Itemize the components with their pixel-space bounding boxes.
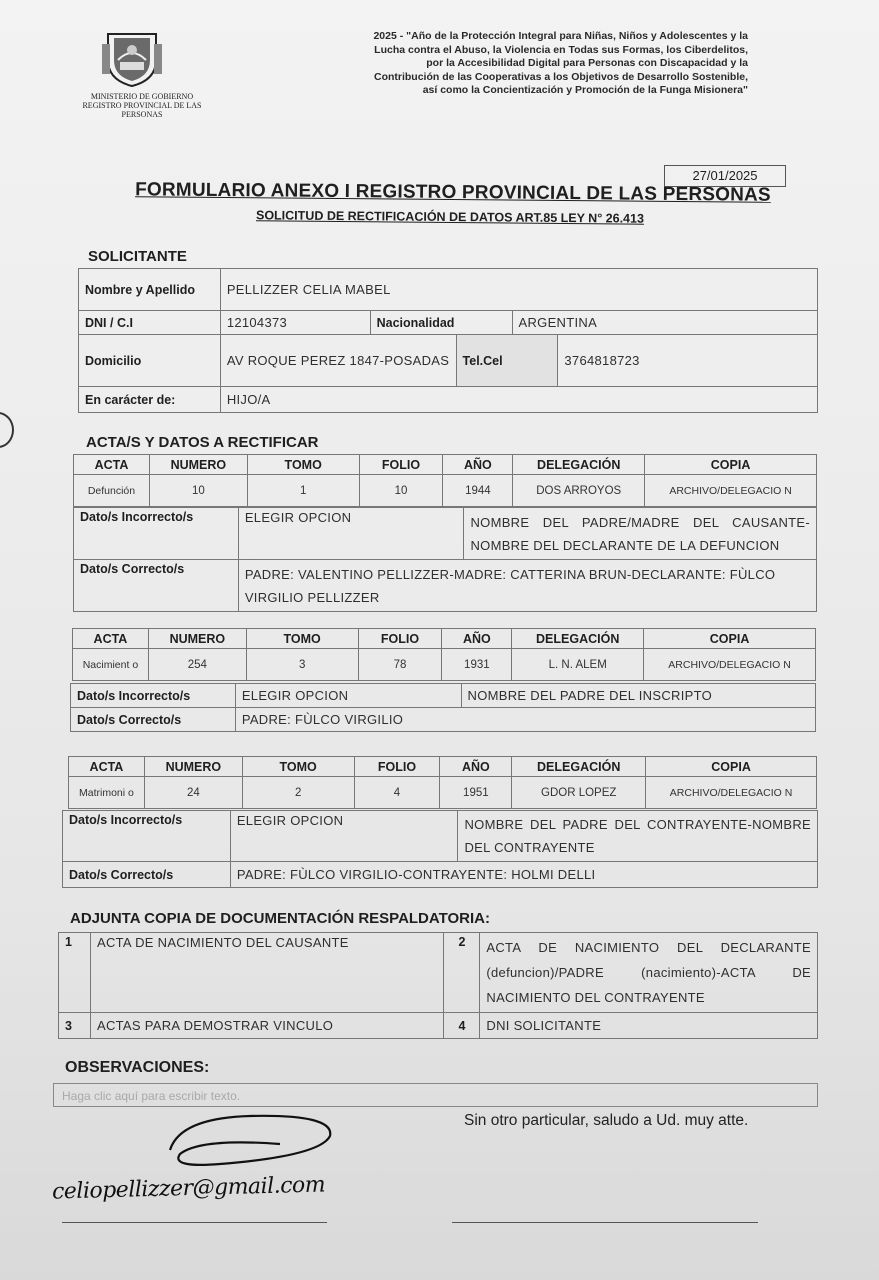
observaciones-input[interactable]: Haga clic aquí para escribir texto. <box>53 1083 818 1107</box>
incorrect-label: Dato/s Incorrecto/s <box>74 508 239 560</box>
name-label: Nombre y Apellido <box>79 269 221 311</box>
col-copia: COPIA <box>644 629 816 649</box>
elegir-opcion-select[interactable]: ELEGIR OPCION <box>235 684 461 708</box>
col-delegacion: DELEGACIÓN <box>512 629 644 649</box>
col-tomo: TOMO <box>246 629 358 649</box>
acta-delegacion[interactable]: GDOR LOPEZ <box>512 777 646 809</box>
acta-type[interactable]: Nacimient o <box>73 649 149 681</box>
col-anio: AÑO <box>440 757 512 777</box>
col-tomo: TOMO <box>247 455 359 475</box>
domicilio-label: Domicilio <box>79 335 221 387</box>
adjunta-num: 2 <box>444 933 480 1013</box>
correct-value[interactable]: PADRE: FÙLCO VIRGILIO-CONTRAYENTE: HOLMI DELLI <box>230 862 817 888</box>
acta-datos-nacimiento <box>70 683 816 732</box>
acta-table-matrimonio <box>68 756 817 809</box>
col-delegacion: DELEGACIÓN <box>512 757 646 777</box>
incorrect-label: Dato/s Incorrecto/s <box>71 684 236 708</box>
acta-copia[interactable]: ARCHIVO/DELEGACIO N <box>644 649 816 681</box>
dni-field[interactable]: 12104373 <box>220 311 370 335</box>
nacionalidad-label: Nacionalidad <box>370 311 512 335</box>
adjunta-heading: ADJUNTA COPIA DE DOCUMENTACIÓN RESPALDATORIA: <box>70 910 490 927</box>
form-title: FORMULARIO ANEXO I REGISTRO PROVINCIAL DE LAS PERSONAS <box>135 179 771 206</box>
col-delegacion: DELEGACIÓN <box>513 455 645 475</box>
acta-copia[interactable]: ARCHIVO/DELEGACIO N <box>646 777 817 809</box>
adjunta-num: 1 <box>59 933 91 1013</box>
acta-anio[interactable]: 1931 <box>442 649 512 681</box>
ministry-name: MINISTERIO DE GOBIERNO REGISTRO PROVINCIAL DE LAS PERSONAS <box>82 92 202 119</box>
correct-label: Dato/s Correcto/s <box>71 708 236 732</box>
acta-numero[interactable]: 254 <box>148 649 246 681</box>
acta-tomo[interactable]: 2 <box>242 777 354 809</box>
signature-scribble-icon <box>160 1108 340 1178</box>
adjunta-item[interactable]: ACTA DE NACIMIENTO DEL DECLARANTE (defuncion)/PADRE (nacimiento)-ACTA DE NACIMIENTO DEL CONTRAYENTE <box>480 933 818 1013</box>
col-numero: NUMERO <box>148 629 246 649</box>
acta-table-nacimiento <box>72 628 816 681</box>
elegir-opcion-select[interactable]: ELEGIR OPCION <box>238 508 464 560</box>
acta-numero[interactable]: 24 <box>144 777 242 809</box>
name-field[interactable]: PELLIZZER CELIA MABEL <box>220 269 817 311</box>
solicitante-heading: SOLICITANTE <box>88 248 187 265</box>
date-field[interactable]: 27/01/2025 <box>664 165 786 187</box>
acta-datos-matrimonio <box>62 810 818 888</box>
col-anio: AÑO <box>442 629 512 649</box>
closing-text: Sin otro particular, saludo a Ud. muy atte. <box>464 1112 749 1129</box>
col-anio: AÑO <box>443 455 513 475</box>
punch-hole-mark <box>0 412 14 448</box>
col-tomo: TOMO <box>242 757 354 777</box>
acta-anio[interactable]: 1944 <box>443 475 513 507</box>
acta-datos-defuncion <box>73 507 817 612</box>
caracter-label: En carácter de: <box>79 387 221 413</box>
adjunta-item[interactable]: ACTA DE NACIMIENTO DEL CAUSANTE <box>90 933 443 1013</box>
tel-label: Tel.Cel <box>456 335 558 387</box>
adjunta-item[interactable]: DNI SOLICITANTE <box>480 1013 818 1039</box>
incorrect-value[interactable]: NOMBRE DEL PADRE/MADRE DEL CAUSANTE-NOMBRE DEL DECLARANTE DE LA DEFUNCION <box>464 508 817 560</box>
acta-folio[interactable]: 4 <box>354 777 440 809</box>
year-motto: 2025 - "Año de la Protección Integral para Niñas, Niños y Adolescentes y la Lucha contra el Abuso, la Violencia en Todas sus Formas, los Ciberdelitos, por la Accesibilidad Digital para Personas con Discapacidad y la Contribución de las Cooperativas a los Objetivos de Desarrollo Sostenible, así como la Concientización y Promoción de la Funga Misionera" <box>373 30 748 96</box>
tel-field[interactable]: 3764818723 <box>558 335 818 387</box>
col-acta: ACTA <box>73 629 149 649</box>
domicilio-field[interactable]: AV ROQUE PEREZ 1847-POSADAS <box>220 335 456 387</box>
solicitante-table <box>78 268 818 413</box>
acta-numero[interactable]: 10 <box>149 475 247 507</box>
col-numero: NUMERO <box>144 757 242 777</box>
acta-tomo[interactable]: 3 <box>246 649 358 681</box>
handwritten-email: celiopellizzer@gmail.com <box>51 1172 326 1205</box>
col-copia: COPIA <box>645 455 817 475</box>
col-folio: FOLIO <box>354 757 440 777</box>
adjunta-item[interactable]: ACTAS PARA DEMOSTRAR VINCULO <box>90 1013 443 1039</box>
correct-label: Dato/s Correcto/s <box>74 560 239 612</box>
signature-line <box>62 1222 327 1223</box>
adjunta-num: 3 <box>59 1013 91 1039</box>
dni-label: DNI / C.I <box>79 311 221 335</box>
incorrect-value[interactable]: NOMBRE DEL PADRE DEL CONTRAYENTE-NOMBRE DEL CONTRAYENTE <box>458 811 818 862</box>
signature-line-2 <box>452 1222 758 1223</box>
acta-delegacion[interactable]: L. N. ALEM <box>512 649 644 681</box>
acta-type[interactable]: Matrimoni o <box>69 777 145 809</box>
incorrect-label: Dato/s Incorrecto/s <box>63 811 231 862</box>
col-copia: COPIA <box>646 757 817 777</box>
col-folio: FOLIO <box>359 455 443 475</box>
correct-value[interactable]: PADRE: VALENTINO PELLIZZER-MADRE: CATTERINA BRUN-DECLARANTE: FÙLCO VIRGILIO PELLIZZER <box>238 560 816 612</box>
actas-heading: ACTA/S Y DATOS A RECTIFICAR <box>86 434 319 451</box>
caracter-field[interactable]: HIJO/A <box>220 387 817 413</box>
form-subtitle: SOLICITUD DE RECTIFICACIÓN DE DATOS ART.85 LEY N° 26.413 <box>255 208 645 226</box>
col-acta: ACTA <box>69 757 145 777</box>
col-acta: ACTA <box>74 455 150 475</box>
correct-label: Dato/s Correcto/s <box>63 862 231 888</box>
provincial-seal-icon <box>100 24 164 88</box>
elegir-opcion-select[interactable]: ELEGIR OPCION <box>230 811 458 862</box>
adjunta-num: 4 <box>444 1013 480 1039</box>
acta-copia[interactable]: ARCHIVO/DELEGACIO N <box>645 475 817 507</box>
acta-type[interactable]: Defunción <box>74 475 150 507</box>
col-folio: FOLIO <box>358 629 442 649</box>
observaciones-heading: OBSERVACIONES: <box>65 1059 210 1076</box>
incorrect-value[interactable]: NOMBRE DEL PADRE DEL INSCRIPTO <box>461 684 816 708</box>
nacionalidad-field[interactable]: ARGENTINA <box>512 311 818 335</box>
acta-table-defuncion <box>73 454 817 507</box>
acta-tomo[interactable]: 1 <box>247 475 359 507</box>
acta-folio[interactable]: 78 <box>358 649 442 681</box>
acta-anio[interactable]: 1951 <box>440 777 512 809</box>
correct-value[interactable]: PADRE: FÙLCO VIRGILIO <box>235 708 815 732</box>
acta-delegacion[interactable]: DOS ARROYOS <box>513 475 645 507</box>
adjunta-table <box>58 932 818 1039</box>
acta-folio[interactable]: 10 <box>359 475 443 507</box>
col-numero: NUMERO <box>149 455 247 475</box>
